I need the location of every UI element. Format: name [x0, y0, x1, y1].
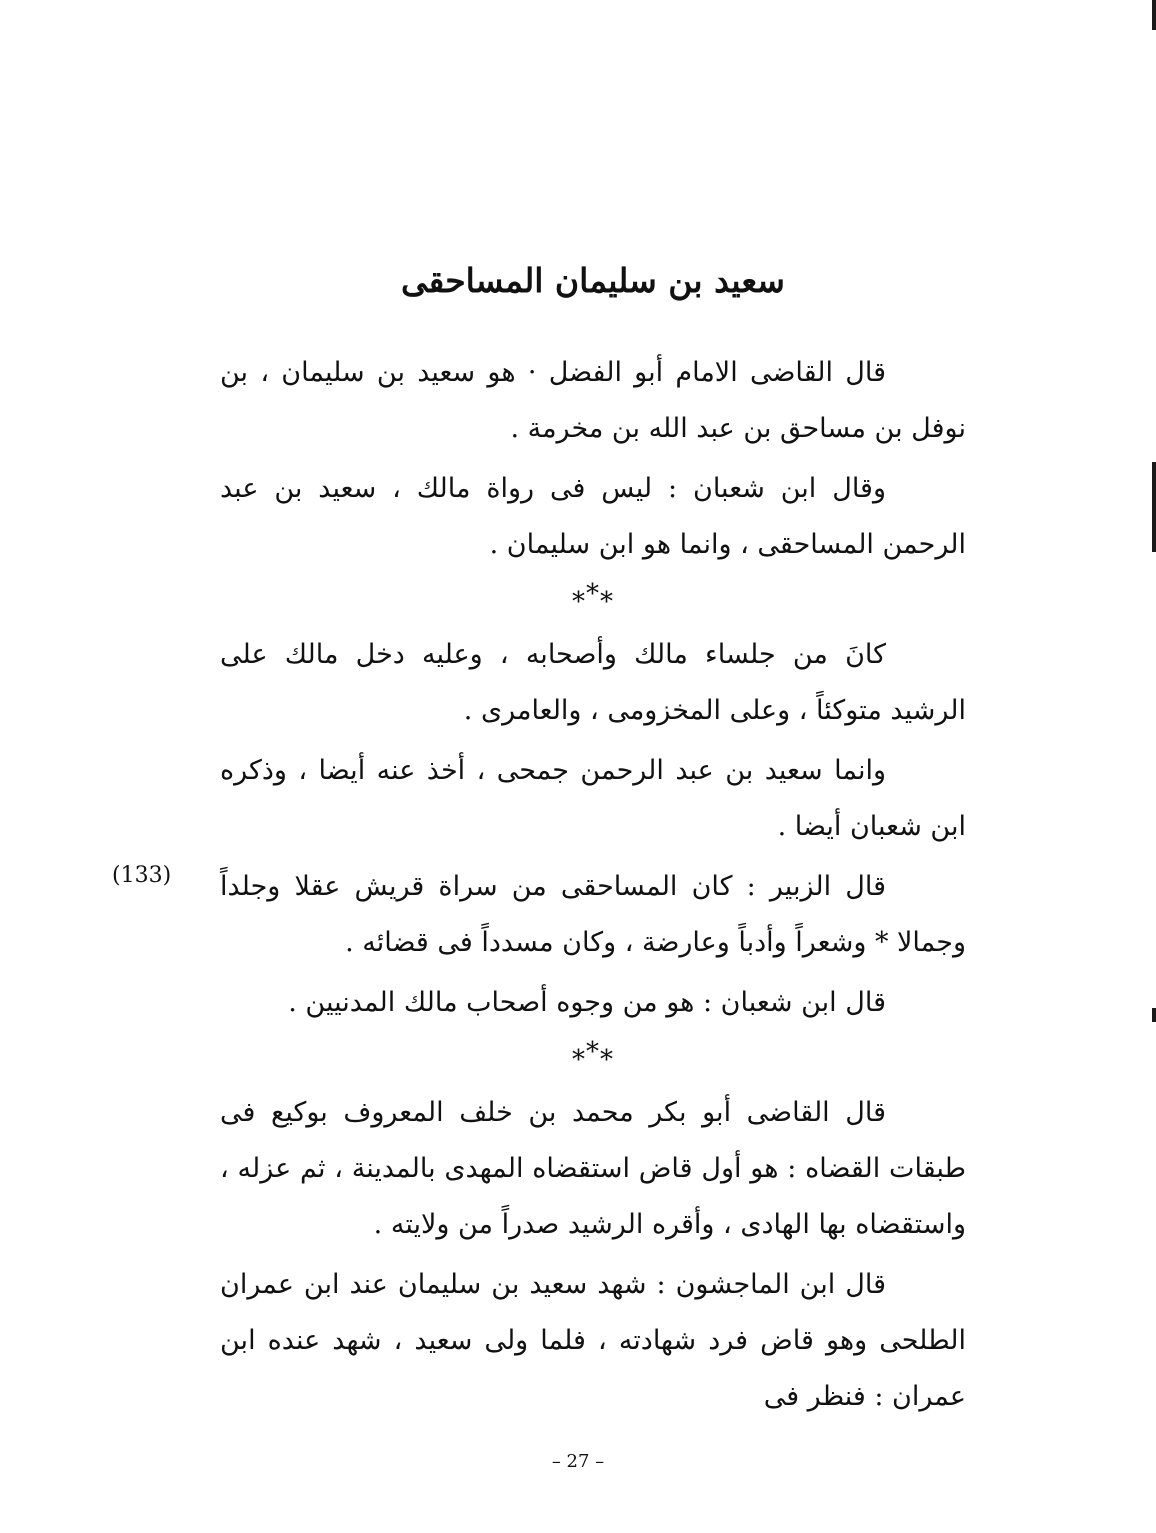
separator-star: * — [572, 587, 586, 617]
paragraph-5: قال الزبير : كان المساحقى من سراة قريش عقلا وجلداً وجمالا * وشعراً وأدباً وعارضة ، وكان مسدداً فى قضائه . — [220, 871, 966, 958]
paragraph-2: وقال ابن شعبان : ليس فى رواة مالك ، سعيد بن عبد الرحمن المساحقى ، وانما هو ابن سليمان . — [220, 473, 966, 560]
section-separator-1 — [220, 577, 966, 627]
paragraph-1: قال القاضى الامام أبو الفضل · هو سعيد بن سليمان ، بن نوفل بن مساحق بن عبد الله بن مخرمة . — [220, 357, 966, 444]
separator-star: * — [600, 587, 614, 617]
paragraph-6: قال ابن شعبان : هو من وجوه أصحاب مالك المدنيين . — [288, 987, 886, 1018]
separator-star: * — [586, 579, 600, 609]
section-separator-2 — [220, 1035, 966, 1085]
marginal-folio-note: (133) — [112, 863, 172, 888]
separator-star: * — [586, 1037, 600, 1067]
page-title: سعيد بن سليمان المساحقى — [401, 261, 785, 300]
scan-edge-mark-top — [1152, 0, 1156, 30]
main-text — [220, 345, 966, 1425]
paragraph-4: وانما سعيد بن عبد الرحمن جمحى ، أخذ عنه أيضا ، وذكره ابن شعبان أيضا . — [220, 755, 966, 842]
separator-star: * — [572, 1045, 586, 1075]
paragraph-8: قال ابن الماجشون : شهد سعيد بن سليمان عند ابن عمران الطلحى وهو قاض فرد شهادته ، فلما ولى سعيد ، شهد عنده ابن عمران : فنظر فى — [220, 1269, 966, 1412]
paragraph-7: قال القاضى أبو بكر محمد بن خلف المعروف بوكيع فى طبقات القضاه : هو أول قاض استقضاه المهدى بالمدينة ، ثم عزله ، واستقضاه بها الهادى ، وأقره الرشيد صدراً من ولايته . — [220, 1097, 966, 1240]
paragraph-3: كانَ من جلساء مالك وأصحابه ، وعليه دخل مالك على الرشيد متوكئاً ، وعلى المخزومى ، والعامرى . — [220, 639, 966, 726]
scan-edge-mark-lower — [1152, 1008, 1156, 1022]
page-number: – 27 – — [551, 1451, 605, 1472]
scan-edge-mark-middle — [1152, 462, 1156, 552]
separator-star: * — [600, 1045, 614, 1075]
